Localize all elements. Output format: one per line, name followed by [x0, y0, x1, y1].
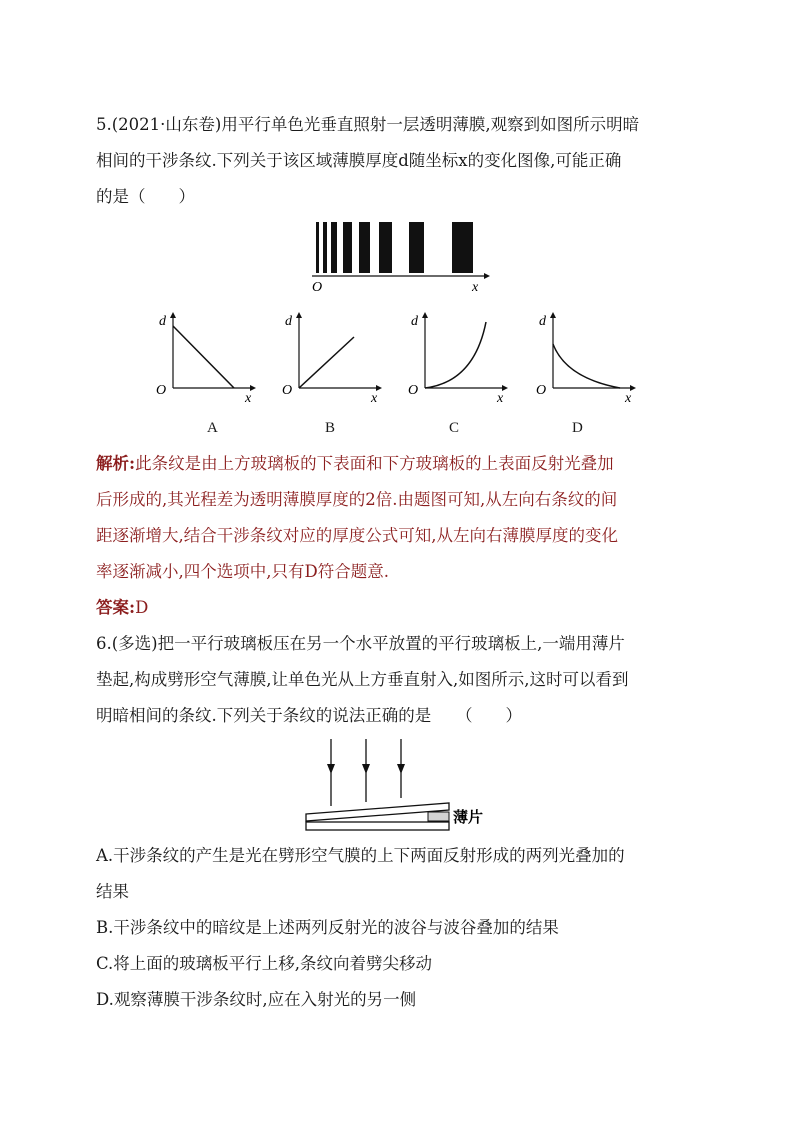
graph-origin-label: O	[408, 383, 419, 398]
fringe-bar	[452, 222, 473, 273]
graph-option-c	[404, 306, 516, 406]
graph-d-label: d	[285, 314, 292, 329]
analysis-line-4: 率逐渐减小,四个选项中,只有D符合题意.	[96, 562, 389, 581]
arrow-icon	[550, 312, 556, 318]
q6-stem-line-1: 6.(多选)把一平行玻璃板压在另一个水平放置的平行玻璃板上,一端用薄片	[96, 634, 625, 653]
graph-d-label: d	[159, 314, 166, 329]
graph-option-b	[278, 306, 390, 406]
analysis-text: 此条纹是由上方玻璃板的下表面和下方玻璃板的上表面反射光叠加	[135, 454, 614, 473]
fringe-bars	[316, 222, 473, 273]
graph-origin-label: O	[282, 383, 293, 398]
graph-x-label: x	[371, 391, 378, 406]
fringe-origin-label: O	[312, 280, 323, 295]
answer-value: D	[135, 598, 149, 617]
fringe-bar	[343, 222, 352, 273]
bottom-glass-plate	[306, 822, 449, 830]
analysis-line-3: 距逐渐增大,结合干涉条纹对应的厚度公式可知,从左向右薄膜厚度的变化	[96, 526, 618, 545]
analysis-line-1	[96, 453, 614, 475]
q6-option-a-cont: 结果	[96, 882, 129, 901]
spacer-label: 薄片	[453, 810, 484, 826]
graph-d-label: d	[539, 314, 546, 329]
graph-curve	[173, 326, 234, 388]
arrow-icons	[327, 764, 405, 774]
q6-stem-line-2: 垫起,构成劈形空气薄膜,让单色光从上方垂直射入,如图所示,这时可以看到	[96, 670, 629, 689]
fringe-bar	[316, 222, 319, 273]
fringe-bar	[331, 222, 337, 273]
q6-option-c: C.将上面的玻璃板平行上移,条纹向着劈尖移动	[96, 954, 433, 973]
arrow-icon	[362, 764, 370, 774]
q6-option-a: A.干涉条纹的产生是光在劈形空气膜的上下两面反射形成的两列光叠加的	[96, 846, 625, 865]
fringe-bar	[323, 222, 327, 273]
air-wedge-figure	[300, 736, 500, 834]
analysis-line-2: 后形成的,其光程差为透明薄膜厚度的2倍.由题图可知,从左向右条纹的间	[96, 490, 618, 509]
graph-curve	[425, 322, 486, 388]
graph-curve	[553, 344, 620, 388]
option-label-c: C	[449, 420, 460, 436]
graph-x-label: x	[497, 391, 504, 406]
q5-stem-line-3: 的是（ ）	[96, 187, 195, 206]
fringe-bar	[409, 222, 424, 273]
fringe-bar	[359, 222, 370, 273]
graph-origin-label: O	[536, 383, 547, 398]
graph-d-label: d	[411, 314, 418, 329]
q6-option-d: D.观察薄膜干涉条纹时,应在入射光的另一侧	[96, 990, 417, 1009]
option-label-b: B	[325, 420, 336, 436]
q5-stem-line-1: 5.(2021·山东卷)用平行单色光垂直照射一层透明薄膜,观察到如图所示明暗	[96, 115, 640, 134]
option-label-d: D	[572, 420, 583, 436]
fringe-bar	[379, 222, 392, 273]
graph-curve	[299, 337, 354, 388]
arrow-icon	[422, 312, 428, 318]
q6-option-b: B.干涉条纹中的暗纹是上述两列反射光的波谷与波谷叠加的结果	[96, 918, 559, 937]
answer-label: 答案:	[96, 598, 136, 617]
arrow-icon	[170, 312, 176, 318]
q6-stem-line-3: 明暗相间的条纹.下列关于条纹的说法正确的是 （ ）	[96, 706, 522, 725]
q5-stem-line-2: 相间的干涉条纹.下列关于该区域薄膜厚度d随坐标x的变化图像,可能正确	[96, 151, 622, 170]
graph-option-d	[532, 306, 644, 406]
arrow-icon	[484, 273, 490, 279]
option-label-a: A	[207, 420, 218, 436]
thin-spacer-sheet	[428, 812, 449, 821]
answer-line	[96, 597, 148, 619]
graph-x-label: x	[625, 391, 632, 406]
fringe-pattern-figure	[300, 215, 500, 297]
arrow-icon	[327, 764, 335, 774]
arrow-icon	[397, 764, 405, 774]
fringe-x-label: x	[472, 280, 479, 295]
analysis-label: 解析:	[96, 454, 136, 473]
arrow-icon	[296, 312, 302, 318]
graph-x-label: x	[245, 391, 252, 406]
graph-origin-label: O	[156, 383, 167, 398]
graph-option-a	[152, 306, 264, 406]
